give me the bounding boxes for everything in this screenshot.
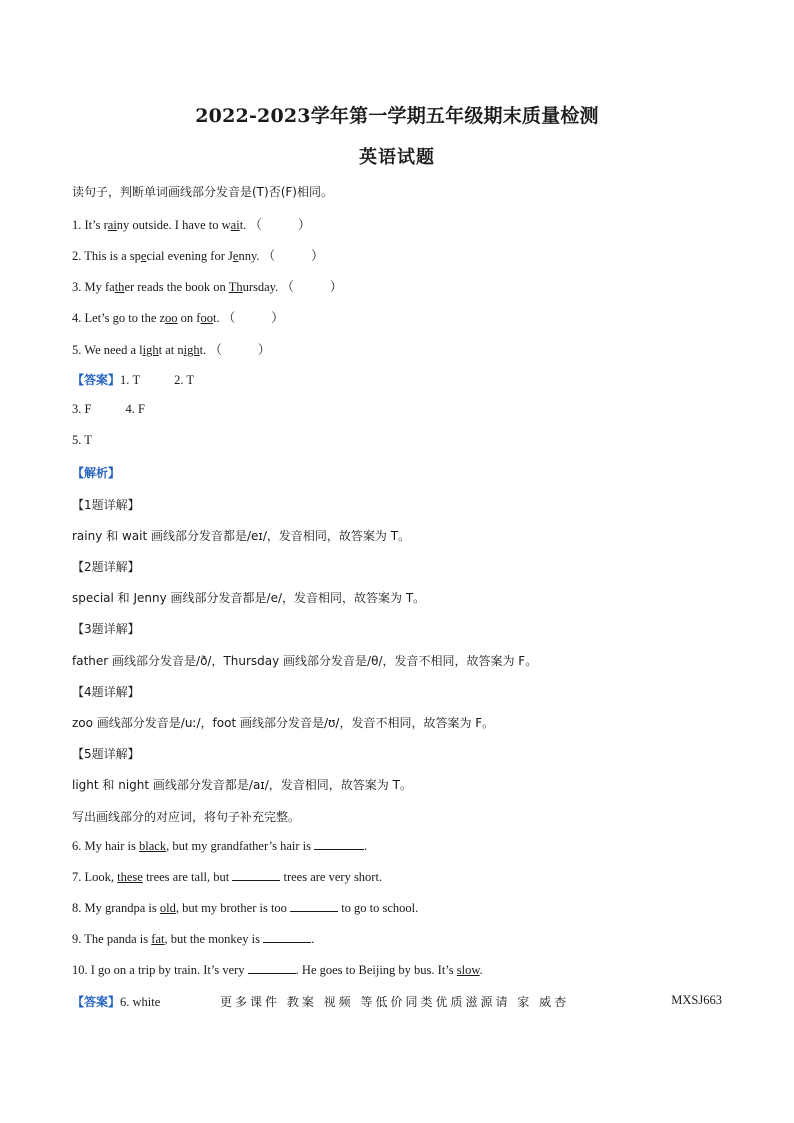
detail-4-tag: 【4题详解】 bbox=[72, 685, 140, 699]
analysis-tag: 【解析】 bbox=[72, 466, 121, 480]
detail-3-tag: 【3题详解】 bbox=[72, 622, 140, 636]
detail-2-text: special 和 Jenny 画线部分发音都是/e/，发音相同，故答案为 T。 bbox=[72, 591, 426, 605]
question-9: 9. The panda is fat, but the monkey is . bbox=[72, 932, 315, 946]
question-6: 6. My hair is black, but my grandfather’s hair is . bbox=[72, 839, 368, 853]
footer-answer-tag: 【答案】 bbox=[72, 995, 121, 1009]
section1-instruction: 读句子，判断单词画线部分发音是(T)否(F)相同。 bbox=[72, 185, 333, 199]
question-1: 1. It’s rainy outside. I have to wait. （ ） bbox=[72, 218, 311, 232]
detail-5-text: light 和 night 画线部分发音都是/aɪ/，发音相同，故答案为 T。 bbox=[72, 778, 412, 792]
answer-tag: 【答案】 bbox=[72, 373, 121, 387]
detail-3-text: father 画线部分发音是/ð/，Thursday 画线部分发音是/θ/，发音不相同，故答案为 F。 bbox=[72, 654, 538, 668]
question-4: 4. Let’s go to the zoo on foot. （ ） bbox=[72, 311, 284, 325]
promo-text: 更多课件 教案 视频 等低价同类优质滋源请 家 威杏 bbox=[220, 995, 570, 1009]
answer-row-3: 5. T bbox=[72, 433, 92, 447]
detail-2-tag: 【2题详解】 bbox=[72, 560, 140, 574]
question-3: 3. My father reads the book on Thursday. （ ） bbox=[72, 280, 343, 294]
exam-title: 2022-2023学年第一学期五年级期末质量检测 bbox=[195, 105, 599, 127]
detail-5-tag: 【5题详解】 bbox=[72, 747, 140, 761]
question-5: 5. We need a light at night. （ ） bbox=[72, 343, 271, 357]
exam-subtitle: 英语试题 bbox=[359, 147, 435, 168]
footer-answer: 6. white bbox=[120, 995, 161, 1009]
detail-1-tag: 【1题详解】 bbox=[72, 498, 140, 512]
detail-1-text: rainy 和 wait 画线部分发音都是/eɪ/，发音相同，故答案为 T。 bbox=[72, 529, 411, 543]
section2-instruction: 写出画线部分的对应词，将句子补充完整。 bbox=[72, 810, 301, 824]
question-7: 7. Look, these trees are tall, but trees are very short. bbox=[72, 870, 383, 884]
answer-row-1: 【答案】1. T 2. T bbox=[72, 373, 195, 387]
detail-4-text: zoo 画线部分发音是/uː/，foot 画线部分发音是/ʊ/，发音不相同，故答案为 F。 bbox=[72, 716, 495, 730]
answer-row-2: 3. F 4. F bbox=[72, 402, 145, 416]
promo-code: MXSJ663 bbox=[671, 993, 722, 1007]
question-8: 8. My grandpa is old, but my brother is too to go to school. bbox=[72, 901, 419, 915]
footer-row bbox=[72, 993, 732, 1010]
question-10: 10. I go on a trip by train. It’s very . He goes to Beijing by bus. It’s slow. bbox=[72, 963, 483, 977]
question-2: 2. This is a special evening for Jenny. （ ） bbox=[72, 249, 324, 263]
